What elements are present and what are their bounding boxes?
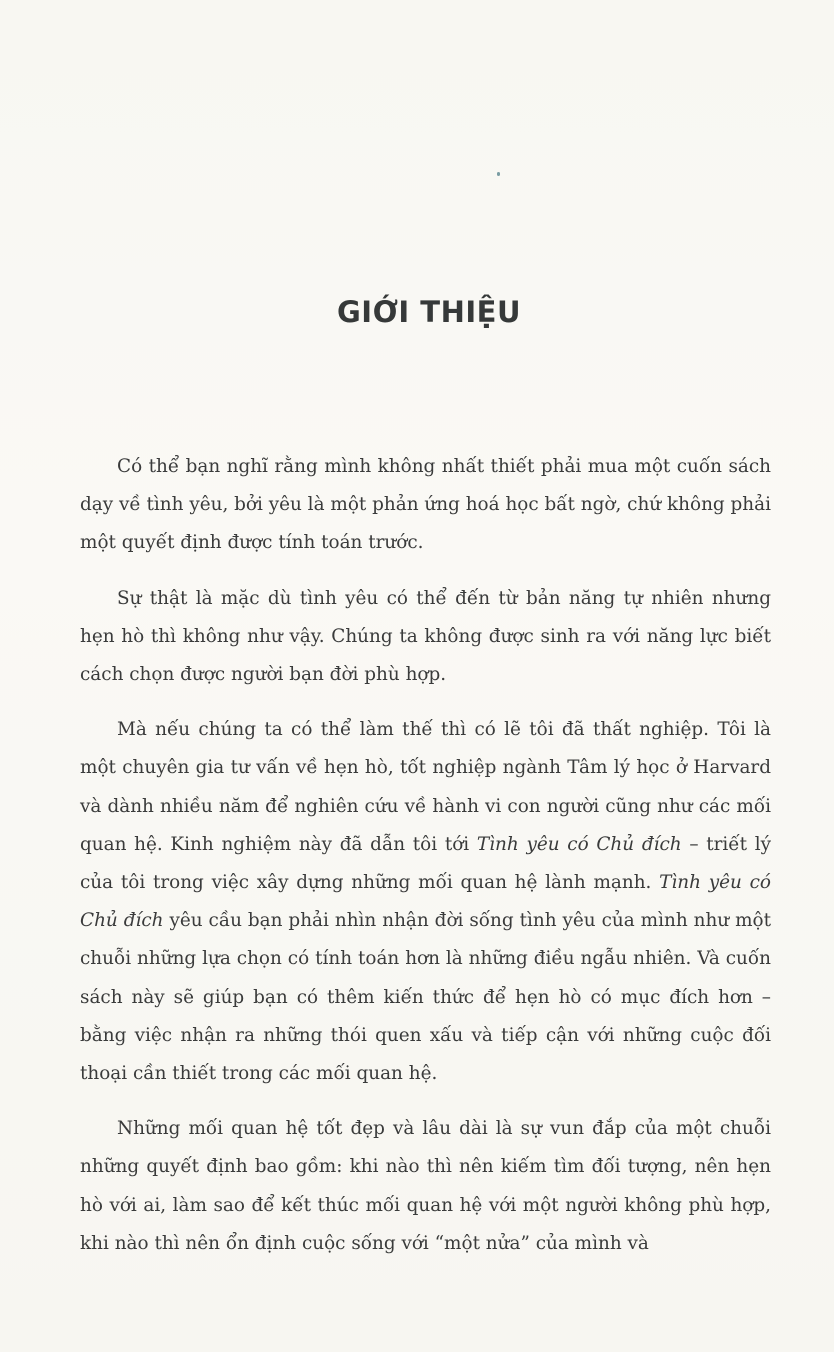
paragraph-1: Có thể bạn nghĩ rằng mình không nhất thiết phải mua một cuốn sách dạy về tình yêu, bởi yêu là một phản ứng hoá học bất ngờ, chứ không phải một quyết định được tính toán trước. [80, 456, 771, 554]
book-concept-italic-2: Tình yêu có Chủ đích [80, 872, 771, 932]
paragraph-3-part-1: Mà nếu chúng ta có thể làm thế thì có lẽ tôi đã thất nghiệp. Tôi là một chuyên gia tư vấn về hẹn hò, tốt nghiệp ngành Tâm lý học ở Harvard và dành nhiều năm để nghiên cứu về hành vi con người cũng như các mối quan hệ. Kinh nghiệm này đã dẫn tôi tới [80, 719, 771, 855]
paragraph-4: Những mối quan hệ tốt đẹp và lâu dài là sự vun đắp của một chuỗi những quyết định bao gồm: khi nào thì nên kiếm tìm đối tượng, nên hẹn hò với ai, làm sao để kết thúc mối quan hệ với một người không phù hợp, khi nào thì nên ổn định cuộc sống với “một nửa” của mình và [80, 1118, 771, 1254]
paragraph-3-part-2: – triết lý của tôi trong việc xây dựng những mối quan hệ lành mạnh. [80, 833, 771, 894]
paragraph-3-part-3: yêu cầu bạn phải nhìn nhận đời sống tình yêu của mình như một chuỗi những lựa chọn có tính toán hơn là những điều ngẫu nhiên. Và cuốn sách này sẽ giúp bạn có thêm kiến thức để hẹn hò có mục đích hơn – bằng việc nhận ra những thói quen xấu và tiếp cận với những cuộc đối thoại cần thiết trong các mối quan hệ. [80, 910, 771, 1085]
paragraph-2: Sự thật là mặc dù tình yêu có thể đến từ bản năng tự nhiên nhưng hẹn hò thì không như vậy. Chúng ta không được sinh ra với năng lực biết cách chọn được người bạn đời phù hợp. [80, 587, 771, 686]
book-concept-italic-1: Tình yêu có Chủ đích [476, 833, 682, 855]
chapter-heading: GIỚI THIỆU [336, 295, 521, 330]
ink-speck [497, 172, 500, 176]
body-text [80, 448, 771, 1280]
paragraph-3 [80, 711, 771, 1093]
